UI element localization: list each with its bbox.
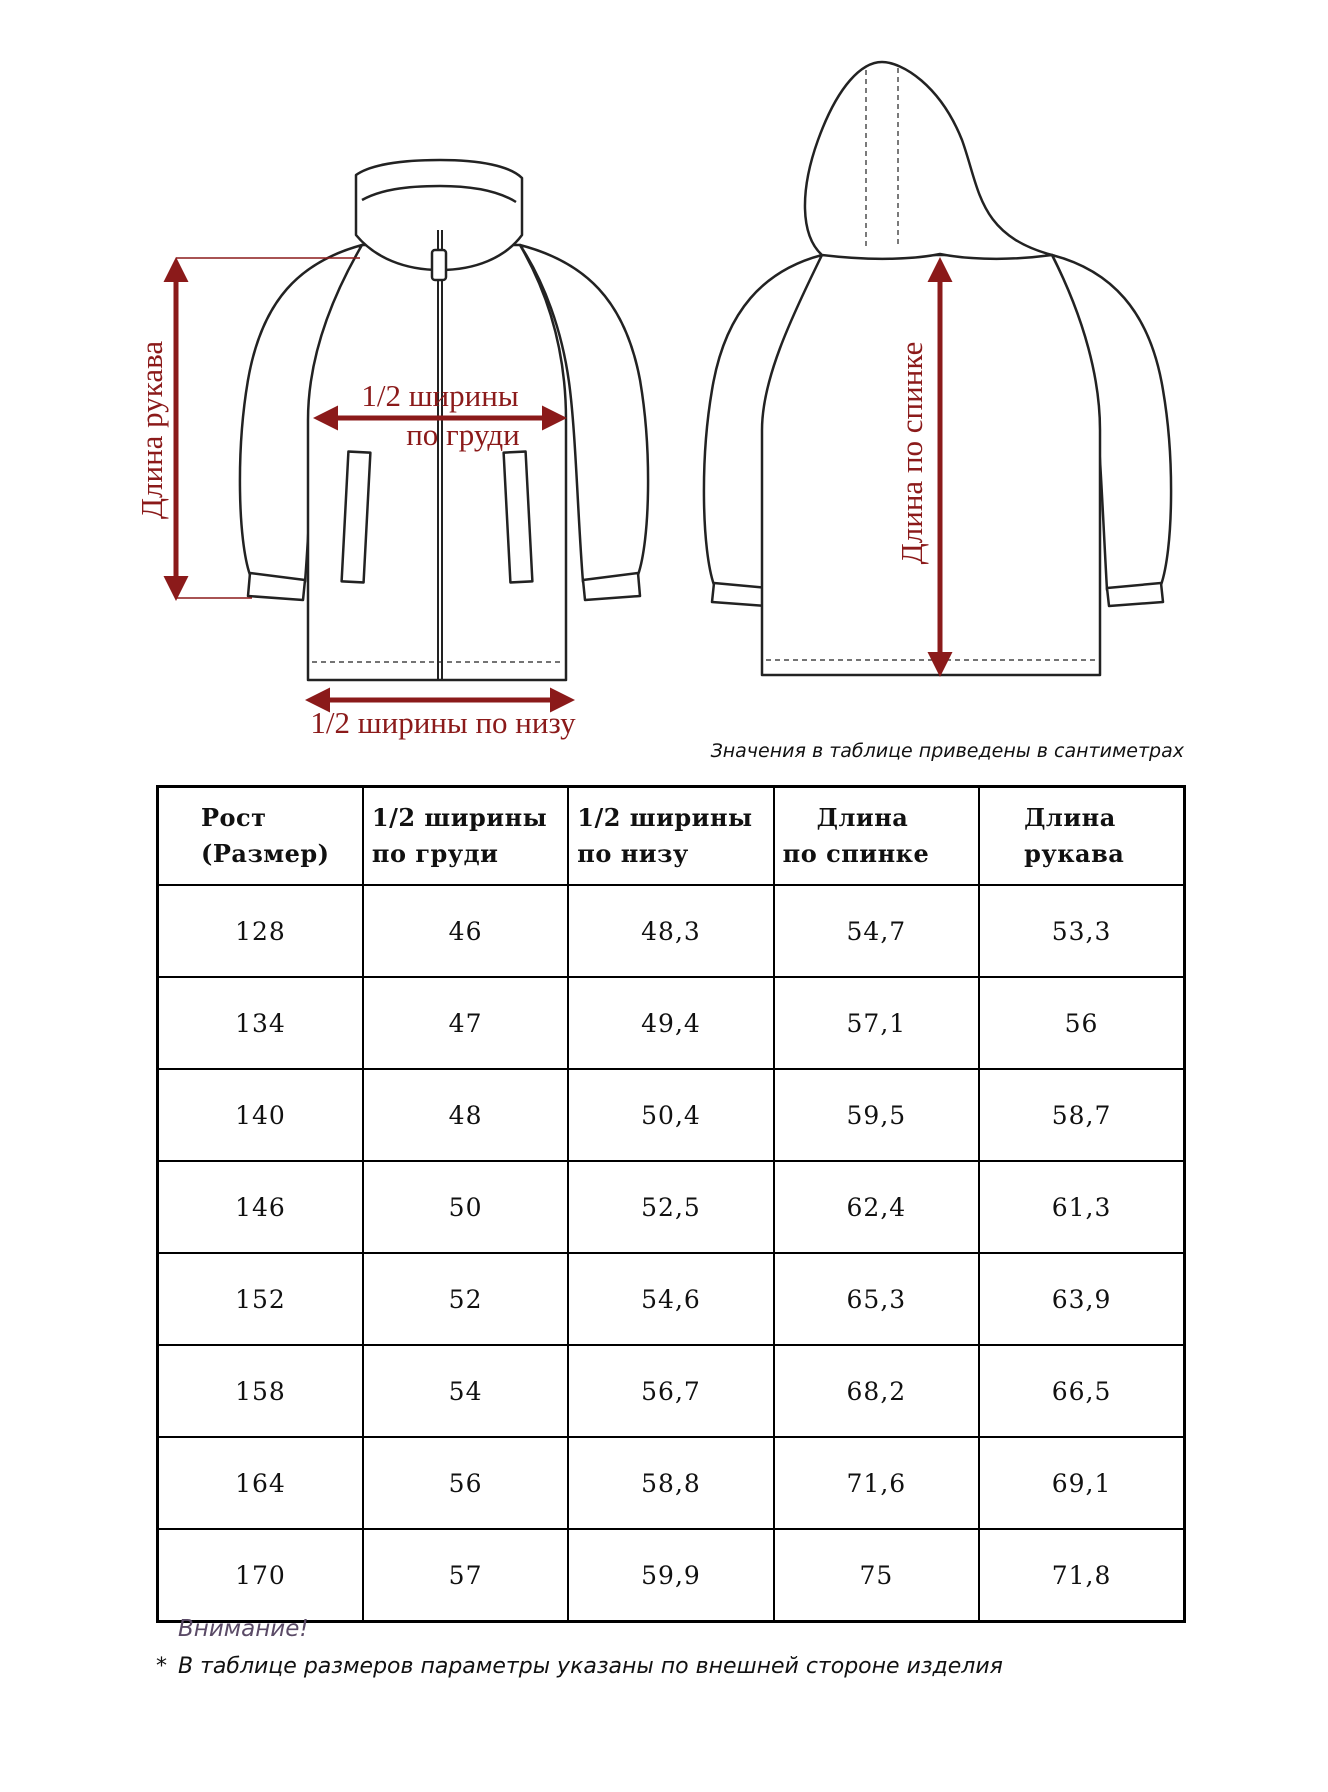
table-row: 146 50 52,5 62,4 61,3 — [158, 1161, 1185, 1253]
footnote-text: В таблице размеров параметры указаны по внешней стороне изделия — [178, 1654, 1003, 1679]
half-chest-label-line2: по груди — [406, 417, 520, 452]
header-height: Рост (Размер) — [158, 787, 363, 886]
table-row: 158 54 56,7 68,2 66,5 — [158, 1345, 1185, 1437]
table-row: 128 46 48,3 54,7 53,3 — [158, 885, 1185, 977]
footnote-asterisk: * — [156, 1654, 167, 1679]
back-length-label: Длина по спинке — [894, 341, 929, 565]
table-row: 140 48 50,4 59,5 58,7 — [158, 1069, 1185, 1161]
table-row: 164 56 58,8 71,6 69,1 — [158, 1437, 1185, 1529]
footnote — [156, 1654, 1003, 1679]
header-half-bottom: 1/2 ширины по низу — [568, 787, 773, 886]
header-half-chest: 1/2 ширины по груди — [363, 787, 568, 886]
table-row: 134 47 49,4 57,1 56 — [158, 977, 1185, 1069]
table-row: 152 52 54,6 65,3 63,9 — [158, 1253, 1185, 1345]
jacket-measurement-figure — [0, 0, 1328, 760]
half-chest-label-line1: 1/2 ширины — [361, 378, 519, 413]
table-row: 170 57 59,9 75 71,8 — [158, 1529, 1185, 1622]
table-header-row — [158, 787, 1185, 886]
size-table — [156, 785, 1186, 1623]
header-sleeve-length: Длина рукава — [979, 787, 1184, 886]
half-bottom-label: 1/2 ширины по низу — [310, 705, 576, 740]
sleeve-length-label: Длина рукава — [134, 340, 169, 520]
attention-note: Внимание! — [178, 1616, 309, 1642]
units-note: Значения в таблице приведены в сантиметрах — [710, 740, 1184, 762]
header-back-length: Длина по спинке — [774, 787, 979, 886]
